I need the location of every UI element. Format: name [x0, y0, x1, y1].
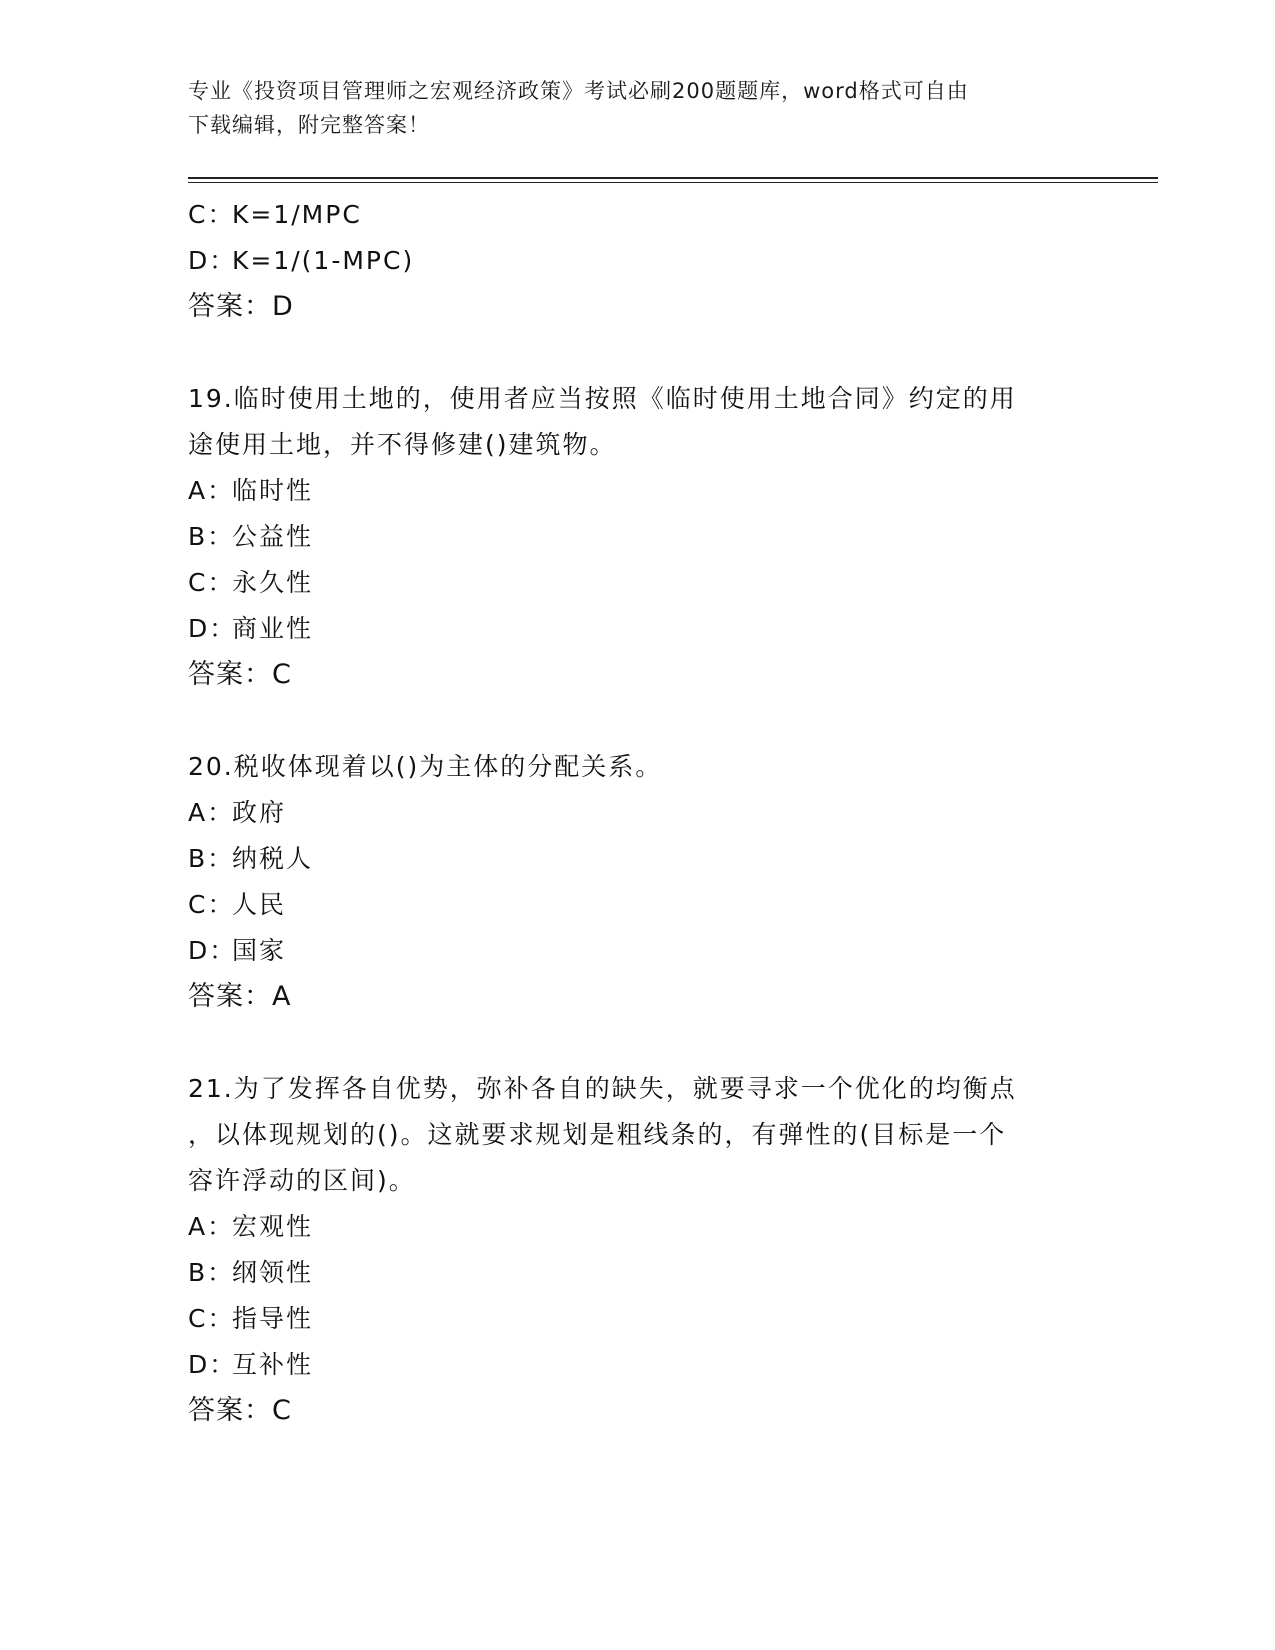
option-b	[188, 836, 1088, 882]
spacer	[188, 1020, 1088, 1066]
option-text: 商业性	[232, 614, 314, 643]
option-key: D：	[188, 246, 237, 275]
question-text: 21.为了发挥各自优势，弥补各自的缺失，就要寻求一个优化的均衡点	[188, 1074, 1017, 1103]
question-block	[188, 192, 1088, 330]
option-a	[188, 468, 1088, 514]
answer-line: 答案：C	[188, 659, 292, 690]
option-key: C：	[188, 1304, 235, 1333]
option-text: 宏观性	[232, 1212, 314, 1241]
option-text: 国家	[232, 936, 287, 965]
option-b	[188, 1250, 1088, 1296]
answer-line: 答案：A	[188, 981, 292, 1012]
option-d	[188, 238, 1088, 284]
option-c	[188, 560, 1088, 606]
option-key: C：	[188, 200, 235, 229]
option-text: 永久性	[232, 568, 314, 597]
option-text: 临时性	[232, 476, 314, 505]
option-text: 纲领性	[232, 1258, 314, 1287]
question-text: 20.税收体现着以()为主体的分配关系。	[188, 752, 663, 781]
option-text: K=1/MPC	[232, 200, 362, 229]
option-key: D：	[188, 614, 237, 643]
header-divider	[188, 177, 1158, 179]
option-text: 指导性	[232, 1304, 314, 1333]
option-c	[188, 882, 1088, 928]
option-a	[188, 790, 1088, 836]
option-text: 互补性	[232, 1350, 314, 1379]
spacer	[188, 330, 1088, 376]
question-block	[188, 376, 1088, 698]
option-key: C：	[188, 890, 235, 919]
option-key: B：	[188, 1258, 235, 1287]
header-line: 下载编辑，附完整答案！	[188, 113, 430, 137]
option-key: A：	[188, 798, 235, 827]
option-key: D：	[188, 936, 237, 965]
option-b	[188, 514, 1088, 560]
option-d	[188, 606, 1088, 652]
answer-line: 答案：D	[188, 291, 294, 322]
option-key: A：	[188, 1212, 235, 1241]
option-key: B：	[188, 844, 235, 873]
answer-line: 答案：C	[188, 1395, 292, 1426]
option-key: D：	[188, 1350, 237, 1379]
option-c	[188, 192, 1088, 238]
option-text: 公益性	[232, 522, 314, 551]
option-key: A：	[188, 476, 235, 505]
question-text: 容许浮动的区间)。	[188, 1166, 416, 1195]
question-list	[188, 192, 1088, 1434]
question-block	[188, 744, 1088, 1020]
option-text: 人民	[232, 890, 287, 919]
option-text: 政府	[232, 798, 287, 827]
spacer	[188, 698, 1088, 744]
option-d	[188, 1342, 1088, 1388]
option-text: 纳税人	[232, 844, 314, 873]
header-line: 专业《投资项目管理师之宏观经济政策》考试必刷200题题库，word格式可自由	[188, 79, 969, 103]
question-block	[188, 1066, 1088, 1434]
question-text: 途使用土地，并不得修建()建筑物。	[188, 430, 617, 459]
page-header	[188, 74, 1088, 142]
option-key: B：	[188, 522, 235, 551]
option-text: K=1/(1-MPC)	[232, 246, 415, 275]
question-text: 19.临时使用土地的，使用者应当按照《临时使用土地合同》约定的用	[188, 384, 1017, 413]
option-d	[188, 928, 1088, 974]
option-a	[188, 1204, 1088, 1250]
option-c	[188, 1296, 1088, 1342]
option-key: C：	[188, 568, 235, 597]
header-divider	[188, 182, 1158, 183]
question-text: ，以体现规划的()。这就要求规划是粗线条的，有弹性的(目标是一个	[188, 1120, 1007, 1149]
